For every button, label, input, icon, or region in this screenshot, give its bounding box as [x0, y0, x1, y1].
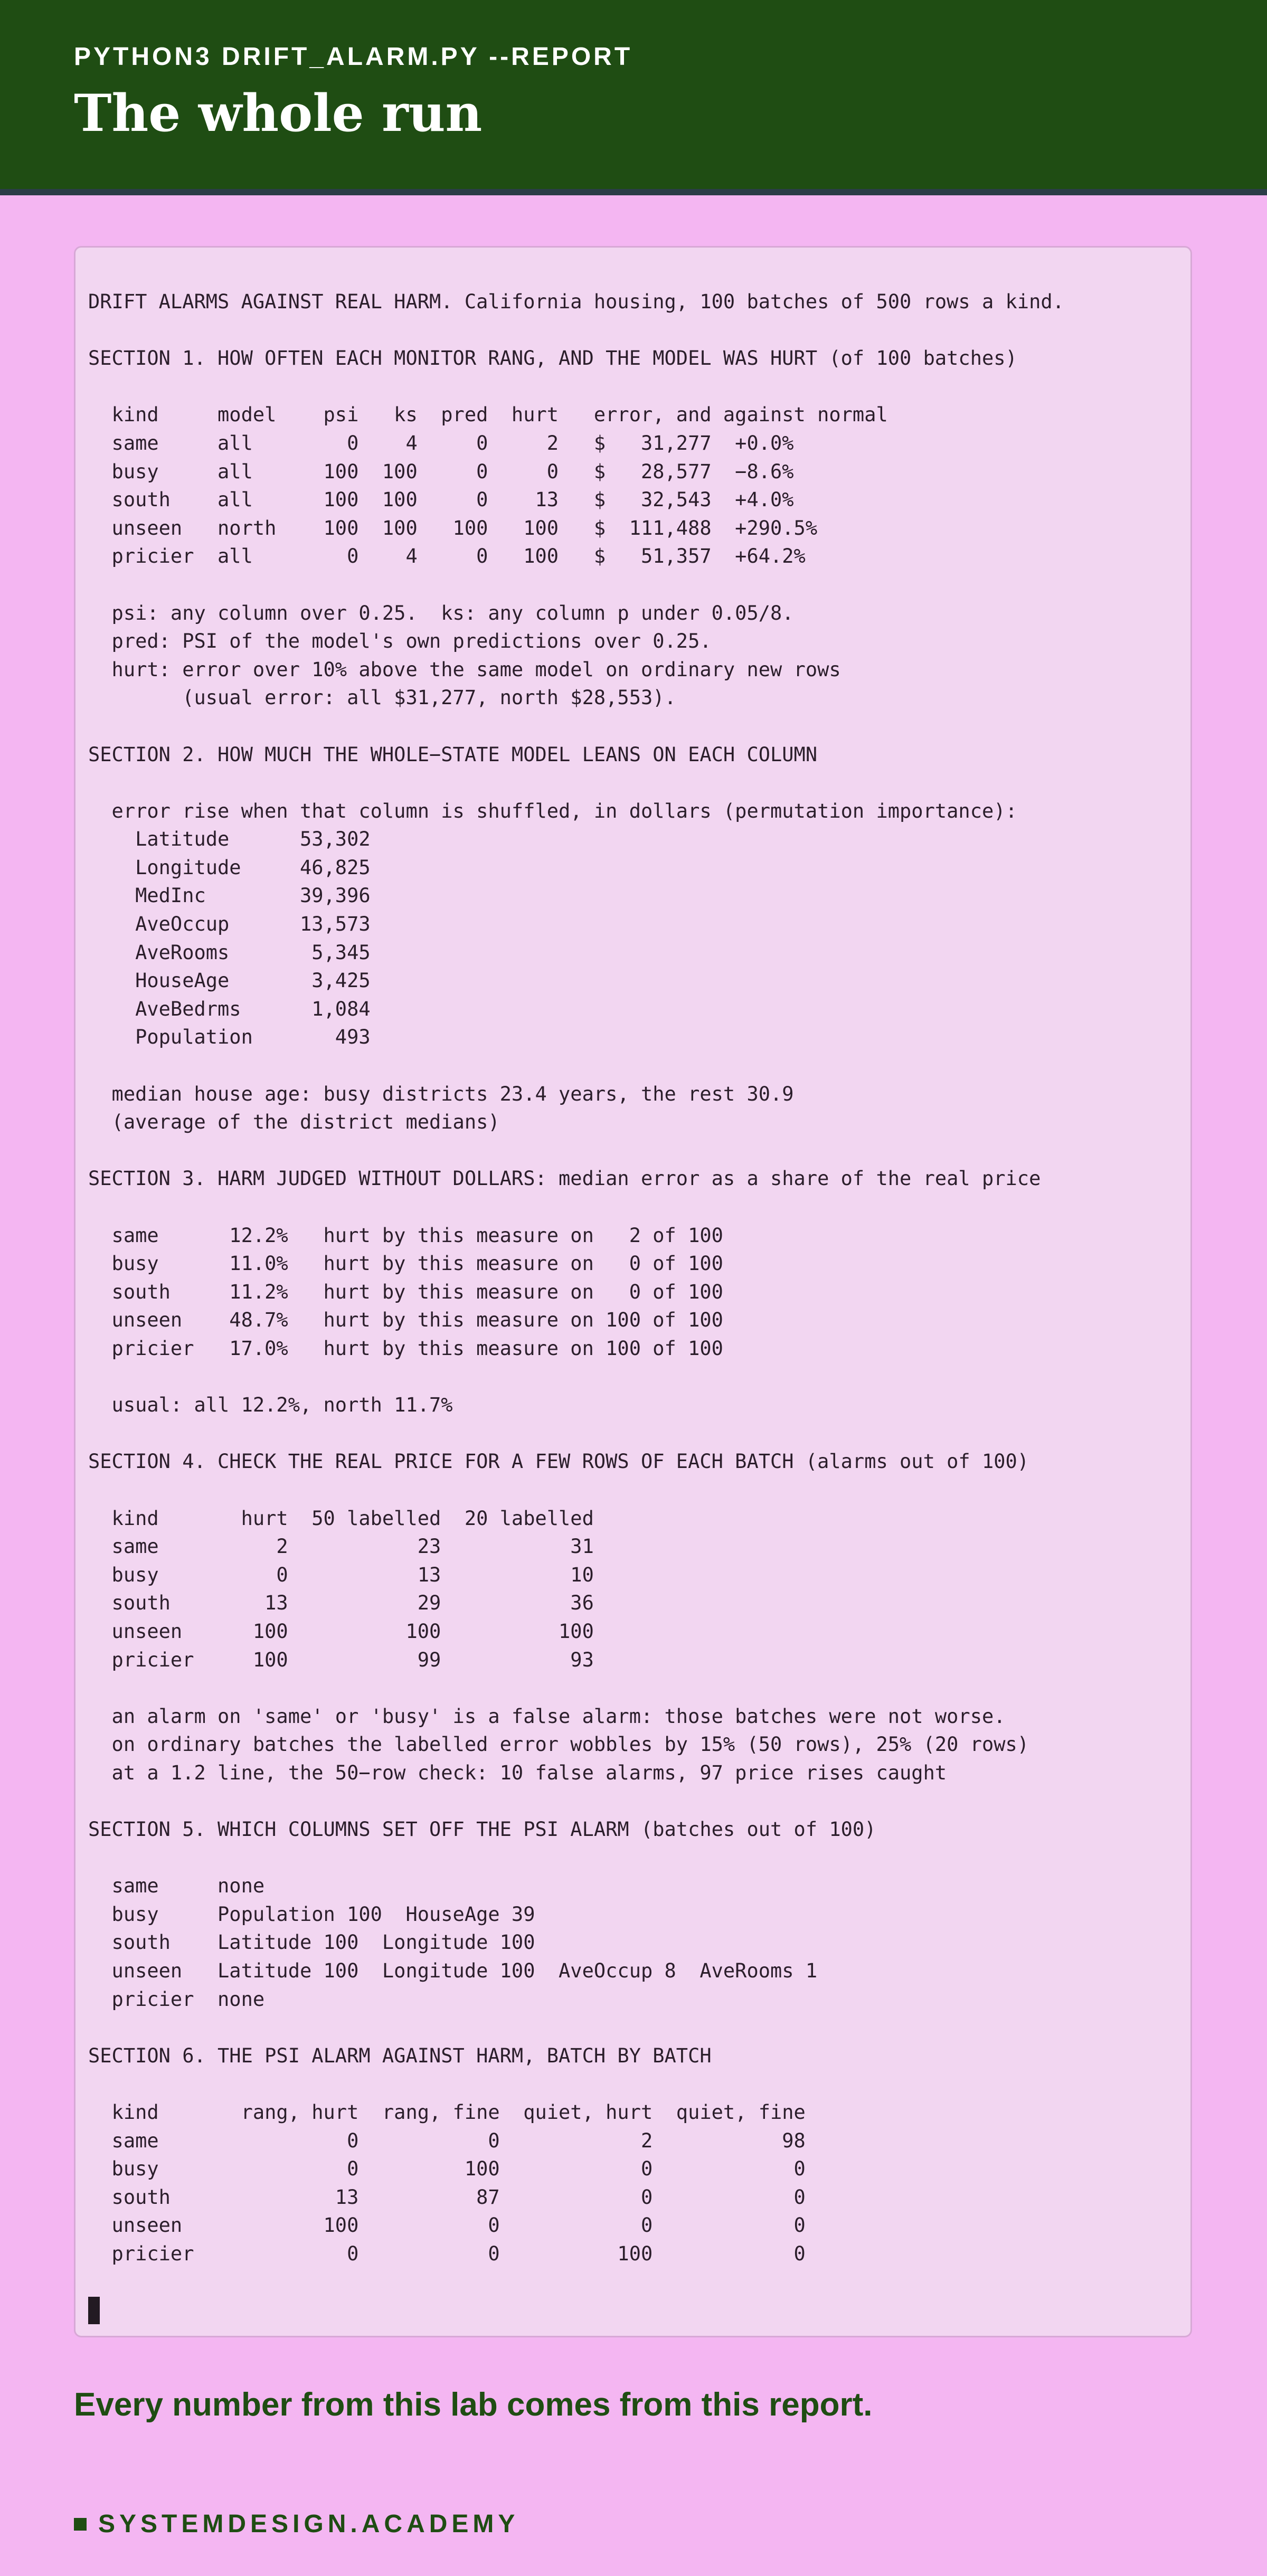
report-line: [88, 1052, 1190, 1080]
report-line: AveRooms 5,345: [88, 941, 371, 964]
report-line: pricier 0 0 100 0: [88, 2242, 806, 2265]
report-line: same 2 23 31: [88, 1535, 594, 1558]
report-line: an alarm on 'same' or 'busy' is a false alarm: those batches were not worse.: [88, 1704, 1006, 1728]
report-line: [88, 712, 1190, 741]
report-line: same 12.2% hurt by this measure on 2 of 100: [88, 1224, 723, 1247]
report-line: unseen 100 0 0 0: [88, 2214, 806, 2237]
report-line: busy Population 100 HouseAge 39: [88, 1902, 535, 1926]
report-line: busy 11.0% hurt by this measure on 0 of 100: [88, 1252, 723, 1275]
report-line: Population 493: [88, 1026, 371, 1049]
report-line: [88, 1674, 1190, 1702]
report-line: [88, 1137, 1190, 1165]
report-line: pricier 100 99 93: [88, 1648, 594, 1671]
report-line: busy all 100 100 0 0 $ 28,577 −8.6%: [88, 460, 794, 483]
report-line: pricier all 0 4 0 100 $ 51,357 +64.2%: [88, 545, 806, 568]
report-line: kind rang, hurt rang, fine quiet, hurt quiet, fine: [88, 2101, 806, 2124]
report-line: [88, 1844, 1190, 1872]
report-line: same none: [88, 1874, 265, 1898]
report-line: median house age: busy districts 23.4 years, the rest 30.9: [88, 1082, 794, 1105]
report-line: AveOccup 13,573: [88, 913, 371, 936]
report-line: south 13 87 0 0: [88, 2185, 806, 2209]
report-line: kind hurt 50 labelled 20 labelled: [88, 1507, 594, 1530]
brand-name: SYSTEMDESIGN.ACADEMY: [98, 2510, 519, 2538]
report-line: psi: any column over 0.25. ks: any column p under 0.05/8.: [88, 601, 794, 624]
report-line: busy 0 100 0 0: [88, 2157, 806, 2181]
report-line: same all 0 4 0 2 $ 31,277 +0.0%: [88, 431, 794, 454]
report-line: unseen 100 100 100: [88, 1620, 594, 1643]
report-line: unseen Latitude 100 Longitude 100 AveOccup 8 AveRooms 1: [88, 1959, 818, 1983]
report-line: Latitude 53,302: [88, 828, 371, 851]
report-line: (usual error: all $31,277, north $28,553).: [88, 686, 676, 709]
report-line: usual: all 12.2%, north 11.7%: [88, 1394, 453, 1417]
report-line: [88, 1193, 1190, 1221]
report-line: south 13 29 36: [88, 1592, 594, 1615]
report-line: SECTION 3. HARM JUDGED WITHOUT DOLLARS: median error as a share of the real price: [88, 1167, 1041, 1190]
report-line: SECTION 6. THE PSI ALARM AGAINST HARM, BATCH BY BATCH: [88, 2044, 712, 2067]
report-output: [88, 288, 1190, 2296]
report-line: hurt: error over 10% above the same model on ordinary new rows: [88, 658, 841, 681]
report-line: south 11.2% hurt by this measure on 0 of 100: [88, 1280, 723, 1303]
report-line: AveBedrms 1,084: [88, 997, 371, 1020]
report-line: [88, 373, 1190, 401]
header-divider: [0, 189, 1267, 195]
report-line: [88, 2013, 1190, 2042]
report-line: HouseAge 3,425: [88, 969, 371, 992]
report-line: [88, 1476, 1190, 1504]
report-line: [88, 316, 1190, 345]
report-line: kind model psi ks pred hurt error, and against normal: [88, 403, 888, 427]
report-line: error rise when that column is shuffled, in dollars (permutation importance):: [88, 799, 1017, 822]
report-line: unseen 48.7% hurt by this measure on 100 of 100: [88, 1309, 723, 1332]
report-line: SECTION 5. WHICH COLUMNS SET OFF THE PSI ALARM (batches out of 100): [88, 1818, 876, 1841]
report-line: pred: PSI of the model's own predictions over 0.25.: [88, 630, 712, 653]
report-line: same 0 0 2 98: [88, 2129, 806, 2152]
report-line: at a 1.2 line, the 50−row check: 10 false alarms, 97 price rises caught: [88, 1761, 947, 1784]
report-line: SECTION 1. HOW OFTEN EACH MONITOR RANG, AND THE MODEL WAS HURT (of 100 batches): [88, 347, 1017, 370]
report-line: busy 0 13 10: [88, 1563, 594, 1586]
page-title: The whole run: [74, 83, 483, 143]
command-line: PYTHON3 DRIFT_ALARM.PY --REPORT: [74, 43, 633, 71]
brand-square-icon: [74, 2518, 87, 2531]
report-line: DRIFT ALARMS AGAINST REAL HARM. California housing, 100 batches of 500 rows a kind.: [88, 290, 1064, 313]
report-line: [88, 2268, 1190, 2297]
terminal-cursor: [88, 2297, 100, 2324]
report-line: SECTION 4. CHECK THE REAL PRICE FOR A FEW ROWS OF EACH BATCH (alarms out of 100): [88, 1450, 1029, 1473]
report-line: [88, 571, 1190, 599]
report-line: [88, 769, 1190, 797]
report-line: Longitude 46,825: [88, 856, 371, 879]
terminal-window[interactable]: [74, 246, 1192, 2337]
report-line: pricier none: [88, 1987, 265, 2011]
report-line: MedInc 39,396: [88, 884, 371, 907]
report-line: on ordinary batches the labelled error wobbles by 15% (50 rows), 25% (20 rows): [88, 1733, 1029, 1756]
report-line: [88, 2070, 1190, 2098]
report-line: [88, 1363, 1190, 1391]
report-line: south Latitude 100 Longitude 100: [88, 1931, 535, 1954]
report-line: [88, 1787, 1190, 1815]
tagline: Every number from this lab comes from this report.: [74, 2386, 873, 2423]
report-line: south all 100 100 0 13 $ 32,543 +4.0%: [88, 488, 794, 512]
report-line: pricier 17.0% hurt by this measure on 100 of 100: [88, 1337, 723, 1360]
page-header: [0, 0, 1267, 189]
report-line: SECTION 2. HOW MUCH THE WHOLE−STATE MODEL LEANS ON EACH COLUMN: [88, 743, 818, 766]
report-line: (average of the district medians): [88, 1111, 500, 1134]
brand-logo: [74, 2509, 519, 2539]
report-line: unseen north 100 100 100 100 $ 111,488 +290.5%: [88, 516, 818, 539]
report-line: [88, 1419, 1190, 1448]
